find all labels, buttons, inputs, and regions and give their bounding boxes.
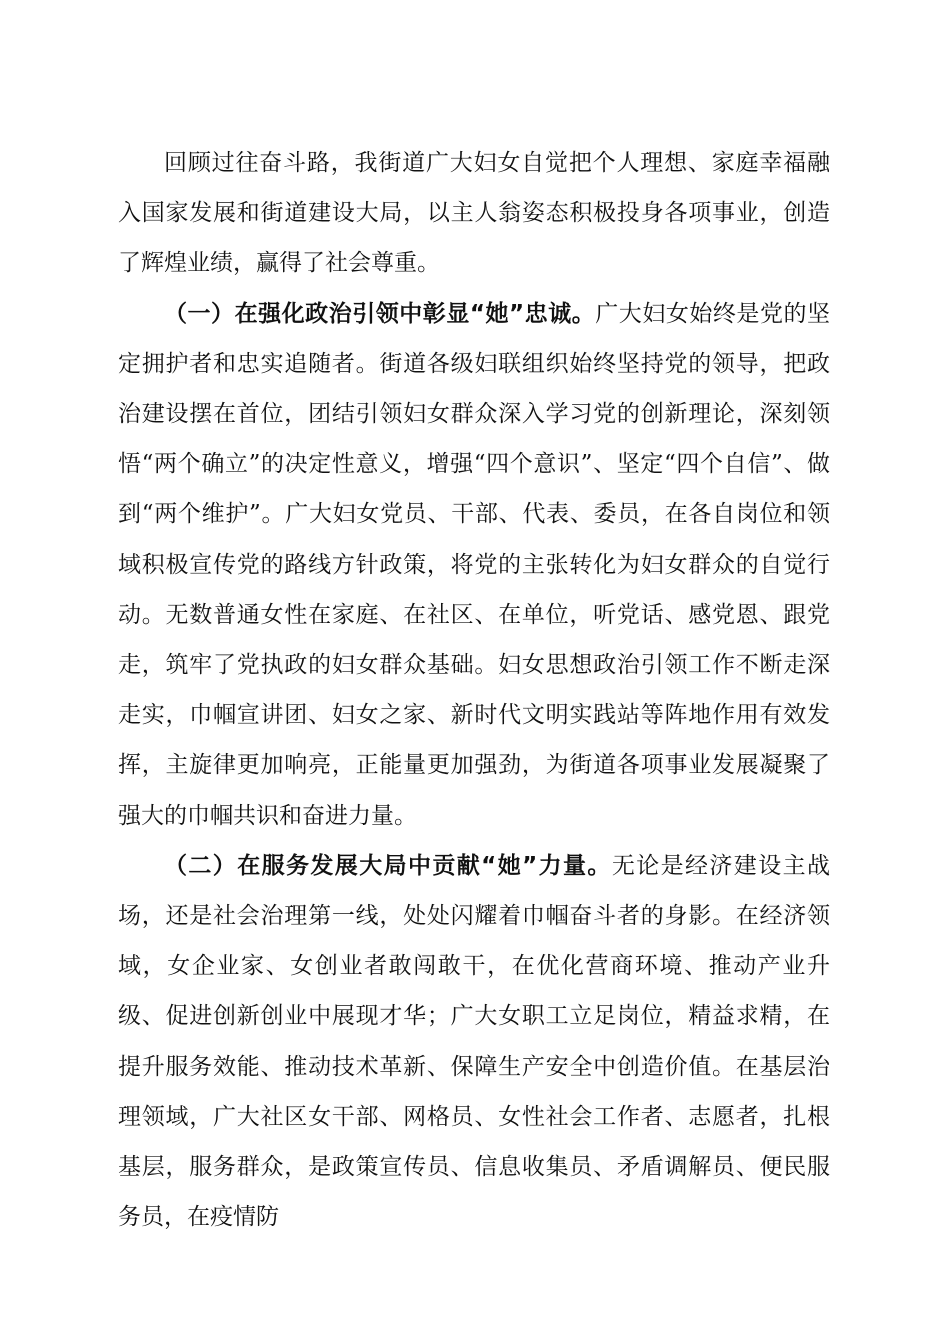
section-2-body: 无论是经济建设主战场，还是社会治理第一线，处处闪耀着巾帼奋斗者的身影。在经济领域，女企业家、女创业者敢闯敢干，在优化营商环境、推动产业升级、促进创新创业中展现才华；广大女职工立足岗位，精益求精，在提升服务效能、推动技术革新、保障生产安全中创造价值。在基层治理领域，广大社区女干部、网格员、女性社会工作者、志愿者，扎根基层，服务群众，是政策宣传员、信息收集员、矛盾调解员、便民服务员，在疫情防 bbox=[118, 852, 831, 1231]
section-1-heading: （一）在强化政治引领中彰显“她”忠诚。 bbox=[164, 300, 596, 327]
paragraph-intro bbox=[118, 138, 830, 289]
section-1-body: 广大妇女始终是党的坚定拥护者和忠实追随者。街道各级妇联组织始终坚持党的领导，把政治建设摆在首位，团结引领妇女群众深入学习党的创新理论，深刻领悟“两个确立”的决定性意义，增强“四个意识”、坚定“四个自信”、做到“两个维护”。广大妇女党员、干部、代表、委员，在各自岗位和领域积极宣传党的路线方针政策，将党的主张转化为妇女群众的自觉行动。无数普通女性在家庭、在社区、在单位，听党话、感党恩、跟党走，筑牢了党执政的妇女群众基础。妇女思想政治引领工作不断走深走实，巾帼宣讲团、妇女之家、新时代文明实践站等阵地作用有效发挥，主旋律更加响亮，正能量更加强劲，为街道各项事业发展凝聚了强大的巾帼共识和奋进力量。 bbox=[118, 300, 831, 829]
section-2-heading: （二）在服务发展大局中贡献“她”力量。 bbox=[164, 852, 612, 879]
paragraph-intro-text: 回顾过往奋斗路，我街道广大妇女自觉把个人理想、家庭幸福融入国家发展和街道建设大局，以主人翁姿态积极投身各项事业，创造了辉煌业绩，赢得了社会尊重。 bbox=[118, 150, 830, 277]
paragraph-section-2 bbox=[118, 841, 830, 1243]
paragraph-section-1 bbox=[118, 289, 830, 841]
document-page bbox=[118, 138, 830, 1242]
